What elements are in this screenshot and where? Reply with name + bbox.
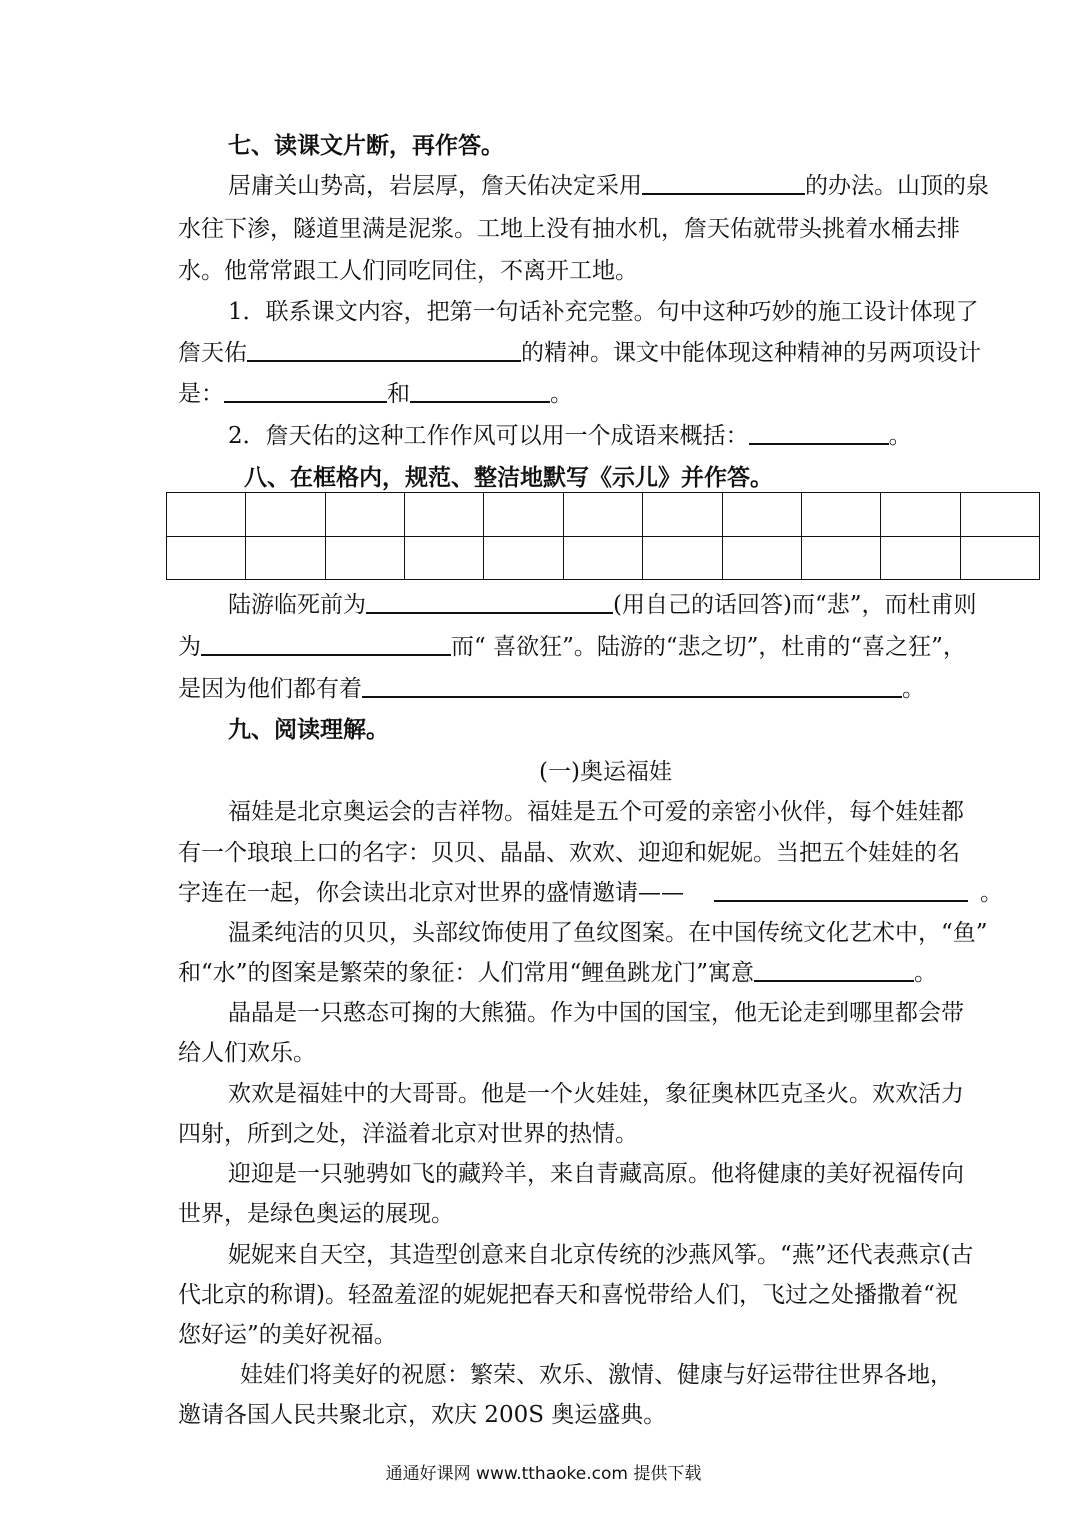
passage-line: 给人们欢乐。 <box>178 1040 316 1066</box>
grid-row <box>167 536 1040 580</box>
grid-cell[interactable] <box>246 536 325 580</box>
grid-cell[interactable] <box>960 536 1039 580</box>
text: 和“水”的图案是繁荣的象征：人们常用“鲤鱼跳龙门”寓意 <box>178 960 755 986</box>
passage-line <box>178 873 1033 913</box>
passage-line: 妮妮来自天空，其造型创意来自北京传统的沙燕风筝。“燕”还代表燕京(古 <box>228 1242 974 1268</box>
grid-cell[interactable] <box>722 536 801 580</box>
grid-cell[interactable] <box>484 536 563 580</box>
question-2-line <box>228 416 1033 456</box>
text: 的办法。山顶的泉 <box>805 173 989 199</box>
section-9-heading: 九、阅读理解。 <box>228 716 389 743</box>
passage-line: 娃娃们将美好的祝愿：繁荣、欢乐、激情、健康与好运带往世界各地， <box>240 1362 953 1388</box>
text: 是因为他们都有着 <box>178 676 362 702</box>
answer-blank[interactable] <box>362 670 902 698</box>
text: 。 <box>914 960 938 986</box>
section-8-heading: 八、在框格内，规范、整洁地默写《示儿》并作答。 <box>244 464 773 491</box>
passage-line: 福娃是北京奥运会的吉祥物。福娃是五个可爱的亲密小伙伴，每个娃娃都 <box>228 799 964 825</box>
answer-blank[interactable] <box>642 167 805 195</box>
text: (用自己的话回答)而“悲”，而杜甫则 <box>613 592 977 618</box>
grid-cell[interactable] <box>167 536 246 580</box>
grid-cell[interactable] <box>405 536 484 580</box>
answer-blank[interactable] <box>366 586 613 614</box>
text: 詹天佑 <box>178 340 247 366</box>
text: 2．詹天佑的这种工作作风可以用一个成语来概括： <box>228 423 749 449</box>
text: 。 <box>888 423 912 449</box>
grid-cell[interactable] <box>325 536 404 580</box>
grid-cell[interactable] <box>643 493 722 537</box>
grid-row <box>167 493 1040 537</box>
paragraph-line <box>178 627 1033 667</box>
grid-cell[interactable] <box>722 493 801 537</box>
passage-line <box>178 953 1033 993</box>
grid-cell[interactable] <box>563 536 642 580</box>
passage-title: (一)奥运福娃 <box>539 759 672 785</box>
text: 而“ 喜欲狂”。陆游的“悲之切”，杜甫的“喜之狂”， <box>451 634 966 660</box>
passage-line: 晶晶是一只憨态可掬的大熊猫。作为中国的国宝，他无论走到哪里都会带 <box>228 1000 964 1026</box>
passage-line: 代北京的称谓)。轻盈羞涩的妮妮把春天和喜悦带给人们，飞过之处播撒着“祝 <box>178 1282 958 1308</box>
grid-cell[interactable] <box>563 493 642 537</box>
answer-blank[interactable] <box>749 417 889 445</box>
grid-cell[interactable] <box>881 493 960 537</box>
passage-line: 四射，所到之处，洋溢着北京对世界的热情。 <box>178 1121 638 1147</box>
grid-cell[interactable] <box>246 493 325 537</box>
paragraph-line: 水。他常常跟工人们同吃同住，不离开工地。 <box>178 258 638 284</box>
passage-line: 邀请各国人民共聚北京，欢庆 200S 奥运盛典。 <box>178 1402 667 1428</box>
grid-cell[interactable] <box>960 493 1039 537</box>
paragraph-line: 水往下渗，隧道里满是泥浆。工地上没有抽水机，詹天佑就带头挑着水桶去排 <box>178 216 960 242</box>
question-1-line <box>178 374 1033 414</box>
text: 居庸关山势高，岩层厚，詹天佑决定采用 <box>228 173 642 199</box>
paragraph-line <box>228 585 1033 625</box>
answer-blank[interactable] <box>247 334 521 362</box>
text: 。 <box>550 381 573 407</box>
passage-line: 世界，是绿色奥运的展现。 <box>178 1201 454 1227</box>
text: 。 <box>902 676 925 702</box>
grid-cell[interactable] <box>484 493 563 537</box>
grid-cell[interactable] <box>405 493 484 537</box>
answer-blank[interactable] <box>410 375 550 403</box>
grid-cell[interactable] <box>801 536 880 580</box>
text: 是： <box>178 381 224 407</box>
paragraph-line <box>228 166 1033 206</box>
answer-blank[interactable] <box>714 874 968 902</box>
passage-line: 温柔纯洁的贝贝，头部纹饰使用了鱼纹图案。在中国传统文化艺术中，“鱼” <box>228 920 988 946</box>
question-1-line: 1．联系课文内容，把第一句话补充完整。句中这种巧妙的施工设计体现了 <box>228 299 979 325</box>
answer-blank[interactable] <box>224 375 387 403</box>
passage-line: 欢欢是福娃中的大哥哥。他是一个火娃娃，象征奥林匹克圣火。欢欢活力 <box>228 1081 964 1107</box>
text: 字连在一起，你会读出北京对世界的盛情邀请—— <box>178 880 684 906</box>
paragraph-line <box>178 669 1033 709</box>
passage-line: 您好运”的美好祝福。 <box>178 1322 397 1348</box>
grid-cell[interactable] <box>167 493 246 537</box>
text: 和 <box>387 381 410 407</box>
text: 。 <box>980 880 1003 906</box>
footer-credit: 通通好课网 www.tthaoke.com 提供下载 <box>385 1464 702 1484</box>
passage-line: 有一个琅琅上口的名字：贝贝、晶晶、欢欢、迎迎和妮妮。当把五个娃娃的名 <box>178 840 960 866</box>
text: 为 <box>178 634 201 660</box>
grid-cell[interactable] <box>881 536 960 580</box>
grid-cell[interactable] <box>643 536 722 580</box>
answer-blank[interactable] <box>754 954 914 982</box>
passage-line: 迎迎是一只驰骋如飞的藏羚羊，来自青藏高原。他将健康的美好祝福传向 <box>228 1161 964 1187</box>
grid-cell[interactable] <box>325 493 404 537</box>
grid-cell[interactable] <box>801 493 880 537</box>
answer-blank[interactable] <box>201 628 451 656</box>
writing-grid <box>166 492 1040 580</box>
question-1-line <box>178 333 1033 373</box>
text: 陆游临死前为 <box>228 592 366 618</box>
text: 的精神。课文中能体现这种精神的另两项设计 <box>521 340 981 366</box>
section-7-heading: 七、读课文片断，再作答。 <box>228 132 504 159</box>
